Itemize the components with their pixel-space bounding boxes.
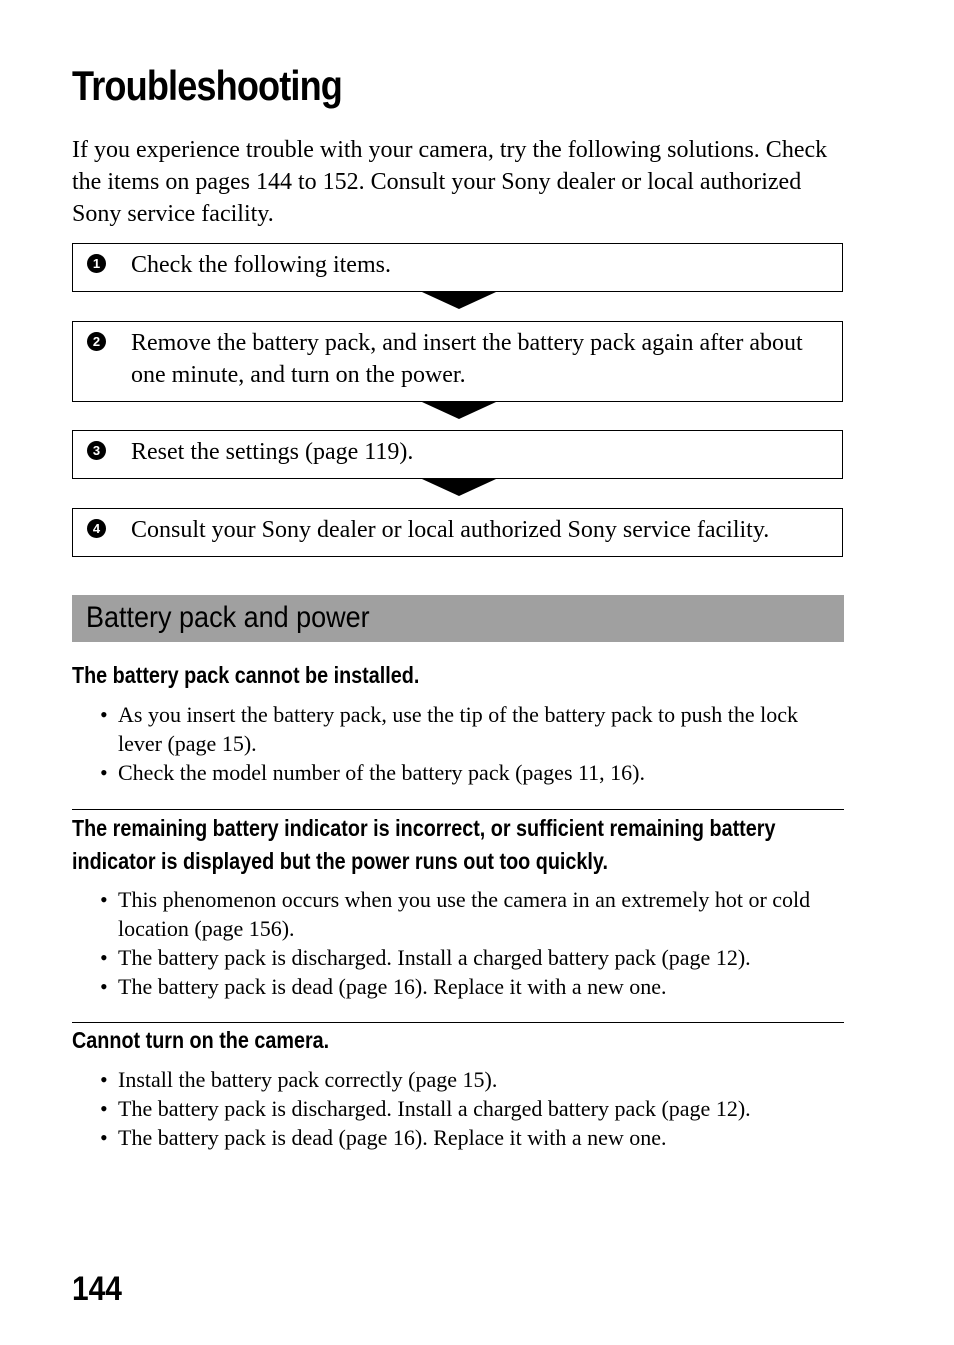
step-text-4: Consult your Sony dealer or local authorized Sony service facility. (131, 517, 770, 543)
issue-heading-1: The battery pack cannot be installed. (72, 662, 420, 688)
step-number-4-icon: 4 (87, 519, 106, 538)
step-box-1 (72, 243, 843, 292)
issue-list-2 (72, 885, 842, 1001)
list-item: • Install the battery pack correctly (page 15). (100, 1067, 498, 1092)
step-box-4 (72, 508, 843, 557)
step-number-3-icon: 3 (87, 441, 106, 460)
list-item: • The battery pack is dead (page 16). Replace it with a new one. (100, 1125, 667, 1150)
down-arrow-icon (422, 292, 496, 309)
step-text-1: Check the following items. (131, 252, 391, 278)
divider (72, 1022, 844, 1023)
step-number-2-icon: 2 (87, 332, 106, 351)
step-text-2: Remove the battery pack, and insert the battery pack again after about one minute, and turn on the power. (131, 330, 803, 388)
step-text-3: Reset the settings (page 119). (131, 439, 414, 465)
page-title: Troubleshooting (72, 62, 343, 109)
down-arrow-icon (422, 402, 496, 419)
page-number: 144 (72, 1270, 122, 1308)
intro-paragraph: If you experience trouble with your camera, try the following solutions. Check the items on pages 144 to 152. Consult your Sony dealer or local authorized Sony service facility. (72, 137, 828, 227)
list-item: • The battery pack is discharged. Install a charged battery pack (page 12). (100, 945, 751, 970)
list-item: • The battery pack is dead (page 16). Replace it with a new one. (100, 974, 667, 999)
list-item: • Check the model number of the battery pack (pages 11, 16). (100, 760, 646, 785)
divider (72, 809, 844, 810)
issue-list-3 (72, 1065, 842, 1152)
list-item: • As you insert the battery pack, use the tip of the battery pack to push the lock lever (page 15). (100, 702, 798, 756)
section-title: Battery pack and power (86, 601, 370, 634)
issue-heading-3: Cannot turn on the camera. (72, 1027, 330, 1053)
step-box-3 (72, 430, 843, 479)
issue-heading-2: The remaining battery indicator is incorrect, or sufficient remaining battery indicator is displayed but the power runs out too quickly. (72, 815, 776, 874)
issue-list-1 (72, 700, 842, 787)
down-arrow-icon (422, 479, 496, 496)
list-item: • The battery pack is discharged. Install a charged battery pack (page 12). (100, 1096, 751, 1121)
section-header (72, 595, 844, 642)
list-item: • This phenomenon occurs when you use the camera in an extremely hot or cold location (page 156). (100, 887, 811, 941)
step-box-2 (72, 321, 843, 402)
step-number-1-icon: 1 (87, 254, 106, 273)
